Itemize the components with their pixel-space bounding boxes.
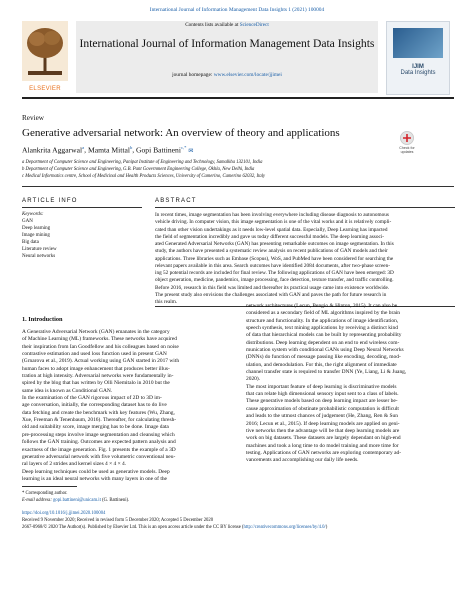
text-line: (DNNs) do function of message passing like encoding, decoding, mod- <box>246 354 401 361</box>
email-suffix: (G. Battineni). <box>100 498 130 503</box>
affiliation: a Department of Computer Science and Engineering, Panipat Institute of Engineering and Technology, Samalkha 132101, India <box>22 160 263 165</box>
text-line: the field of segmentation incredibly and gave us today different successful models. The deep learning associ- <box>155 233 384 240</box>
email-label: E-mail address: <box>22 498 54 503</box>
text-line: testing. Applications of GAN networks are exploring contemporary ad- <box>246 449 402 456</box>
text-line: considered as a secondary field of ML algorithms inspired by the brain <box>246 310 400 317</box>
intro-left-column <box>22 329 230 483</box>
text-line: tive networks then the advantage will be that deep learning models are <box>246 427 400 434</box>
text-line: relevant papers available in this area. Search outcomes have identified 2084 documents, after two-phase screen- <box>155 262 390 269</box>
license-link[interactable]: http://creativecommons.org/licenses/by/4.0/ <box>243 525 326 530</box>
cover-brand: IJIM <box>412 64 424 70</box>
text-line: channel transfer state is required to transfer DNN (Ye, Liang, Li & Juang, <box>246 369 407 376</box>
text-line: human faces to adopt image enhancement that produces better illus- <box>22 365 170 372</box>
text-line: their inspiration from Ian Goodfellow and his colleagues based on noise <box>22 343 179 350</box>
text-line: this realm. <box>155 299 178 305</box>
text-line: object generation, medicine, pandemics, image processing, face detection, texture transfer, and traffic controlling. <box>155 277 394 284</box>
corresponding-author-note: * Corresponding author. <box>22 491 68 496</box>
text-line: generative adversarial network with five volumetric conventional neu- <box>22 453 176 460</box>
text-line: speech synthesis, text mining applications by receiving a distinct kind <box>246 325 398 332</box>
text-line: pre-processing steps involve image segmentation and cleansing which <box>22 431 175 438</box>
text-line: ral layers of 2 strides and kernel sizes 4 × 4 × 4. <box>22 461 127 468</box>
text-line: structure and functionality. In the applications of image identification, <box>246 317 399 324</box>
author-list: Alankrita Aggarwal$^a$, Mamta Mittal$^b$, Gopi Battineni$^{c,*}$ ✉ <box>22 145 194 155</box>
text-line: data fetching and create the benchmark with key features (Wu, Zhang, <box>22 409 175 416</box>
article-type: Review <box>22 114 44 122</box>
header-divider <box>22 97 454 99</box>
keyword: Big data <box>22 240 39 245</box>
abstract-body <box>155 212 455 306</box>
text-line: A Generative Adversarial Network (GAN) emanates in the category <box>22 329 170 335</box>
text-line: These generative models based on deep learning impact are lesser be- <box>246 398 398 405</box>
text-line: of data that hierarchical models can be built by representing probability <box>246 332 402 339</box>
text-line: spired by the blog that has written by Olli Niemitalo in 2010 but the <box>22 380 170 387</box>
text-line: 2020). <box>246 376 261 383</box>
license-suffix: ) <box>325 525 328 530</box>
text-line: age conversation, initially, the corresponding dataset has to do live <box>22 402 167 409</box>
email-link[interactable]: gopi.battineni@unicam.it <box>53 498 101 503</box>
text-line: Deep learning techniques could be used as generative models. Deep <box>22 468 170 475</box>
abstract-rule <box>155 207 455 208</box>
paper-title: Generative adversarial network: An overview of theory and applications <box>22 127 340 139</box>
text-line: study, the authors have presented a systematic review analysis on recent publications of GAN models and their <box>155 248 388 255</box>
author-affiliation-mark: a <box>82 145 85 150</box>
text-line: The present study also envisions the challenges associated with GAN and paves the path for future research in <box>155 291 387 298</box>
received-dates: Received 9 November 2020; Received in revised form 5 December 2020; Accepted 5 December 2020 <box>22 518 214 523</box>
text-line: The most important feature of deep learning is discriminative models <box>246 383 397 390</box>
info-top-rule <box>22 186 454 187</box>
keyword: Neural networks <box>22 254 56 259</box>
text-line: applications. Three libraries such as Embase (Scopus), WoS, and PubMed have been considered for searching the <box>155 255 394 262</box>
text-line: ated Generated Adversarial Networks (GAN) has presenting remarkable outcomes on image segmentation. In this <box>155 241 394 247</box>
text-line: machines and took a long time to do model training and more time for <box>246 442 399 449</box>
author-affiliation-mark: c,* <box>180 145 187 150</box>
journal-cover-thumbnail <box>386 21 450 95</box>
cover-graphic <box>393 28 443 58</box>
text-line: cated than other vision undertakings as it needs low-level spatial data. Especially, Deep Learning has impacted <box>155 226 388 233</box>
keyword: Deep learning <box>22 226 51 231</box>
homepage-link[interactable]: www.elsevier.com/locate/jjimei <box>213 72 282 78</box>
text-line: Xue, Freeman & Tenenbaum, 2016). Thereafter, for calculating thresh- <box>22 417 177 424</box>
email-note <box>22 498 129 503</box>
text-line: same idea is known as Conditional GAN. <box>22 387 113 394</box>
text-line: ulation, and demodulation. For this, the right alignment of immediate <box>246 361 397 368</box>
keywords-label: Keywords: <box>22 212 44 217</box>
intro-right-column <box>246 303 454 465</box>
info-rule <box>22 207 142 208</box>
text-line: vancements and accomplishing our daily life needs. <box>246 457 359 464</box>
text-line: In the examination of the GAN rigorous impact of 2D to 3D im- <box>22 395 162 402</box>
text-line: In recent times, image segmentation has been involving everywhere including disease diagnosis to autonomous <box>155 212 389 218</box>
author-name[interactable]: Alankrita Aggarwal <box>22 145 83 155</box>
text-line: ing 52 potential records are included for final review. The following applications of GAN have been emerged: 3D <box>155 270 394 276</box>
affiliation: c Medical Informatics centre, School of Medicinal and Health Products Sciences, University of Camerino, Camerino 62032, Italy <box>22 174 266 179</box>
text-line: (Grnarova et al., 2019). Actual working using GAN started in 2017 with <box>22 358 180 365</box>
sciencedirect-link[interactable]: ScienceDirect <box>239 22 269 28</box>
contents-line <box>76 22 378 28</box>
text-line: and leads to the utmost chances of judgement (He, Zhang, Ren & Sun <box>246 413 398 420</box>
author-name[interactable]: Mamta Mittal <box>87 145 130 155</box>
text-line: that can relate high dimensional sensory input sent to a class of labels. <box>246 391 399 398</box>
keyword: Image mining <box>22 233 50 238</box>
author-affiliation-mark: b <box>129 145 133 150</box>
email-icon[interactable]: ✉ <box>188 148 194 155</box>
text-line: cause approximation of obstinate probabilistic computation is difficult <box>246 405 399 412</box>
affiliation: b Department of Computer Science and Engineering, G.B. Pant Government Engineering College, Okhla, New Delhi, India <box>22 167 255 172</box>
text-line: work on big datasets. These datasets are largely dependant on high-end <box>246 435 401 442</box>
journal-title: International Journal of Information Management Data Insights <box>79 37 375 50</box>
text-line: of Machine Learning (ML) frameworks. These networks have acquired <box>22 336 177 343</box>
elsevier-tree-logo <box>22 21 68 81</box>
keyword: GAN <box>22 219 33 224</box>
cover-title <box>393 64 443 76</box>
abstract-heading: ABSTRACT <box>155 198 197 204</box>
homepage-prefix: journal homepage: <box>172 72 214 78</box>
journal-citation[interactable]: International Journal of Information Management Data Insights 1 (2021) 100004 <box>149 7 325 13</box>
text-line: distributions. Deep learning dependent on an end to end wireless com- <box>246 339 400 346</box>
cover-subtitle: Data Insights <box>400 70 436 76</box>
journal-header-box <box>76 21 378 93</box>
license-line <box>22 525 454 530</box>
contents-prefix: Contents lists available at <box>185 22 240 28</box>
footnote-rule <box>22 486 77 487</box>
crossmark-icon[interactable] <box>400 131 414 145</box>
doi-link[interactable]: https://doi.org/10.1016/j.jjimei.2020.100004 <box>22 511 106 516</box>
text-line: 2016; Lecun et al., 2015). If deep learning models are applied on geni- <box>246 420 400 427</box>
text-line: vehicle driving. In computer vision, this image segmentation is one of the vital works and it is relatively compli- <box>155 219 392 226</box>
license-prefix: 2667-0968/© 2020 The Author(s). Published by Elsevier Ltd. This is an open access article under the CC BY license ( <box>22 525 244 530</box>
author-name[interactable]: Gopi Battineni <box>136 145 181 155</box>
text-line: network architectures (Lecun, Bengio & Hinton, 2015). It can also be <box>246 303 398 309</box>
text-line: old and suitability score, image merging has to be done. Image data <box>22 424 169 431</box>
text-line: munication system with conditional GANs using Deep Neural Networks <box>246 347 404 354</box>
publisher-name: ELSEVIER <box>29 86 61 92</box>
text-line: exactness of the image generation. Fig. 1 presents the example of a 3D <box>22 446 176 453</box>
text-line: Before 2016, research in this field was limited and thereafter its practical usage came into existence worldwide. <box>155 284 390 291</box>
section-title: 1. Introduction <box>22 316 63 323</box>
keyword: Literature review <box>22 247 57 252</box>
crossmark-label: Check for updates <box>399 146 415 154</box>
text-line: contrastive estimation and used loss function used in present GAN <box>22 351 167 358</box>
text-line: tration at high intensity. Adversarial networks were fundamentally in- <box>22 373 174 380</box>
text-line: learning is an ideal neural networks with many layers in one of the <box>22 475 167 482</box>
text-line: follows the GAN training. Outcomes are expected pattern analysis and <box>22 439 176 446</box>
homepage-line <box>76 72 378 78</box>
article-info-heading: ARTICLE INFO <box>22 198 78 204</box>
